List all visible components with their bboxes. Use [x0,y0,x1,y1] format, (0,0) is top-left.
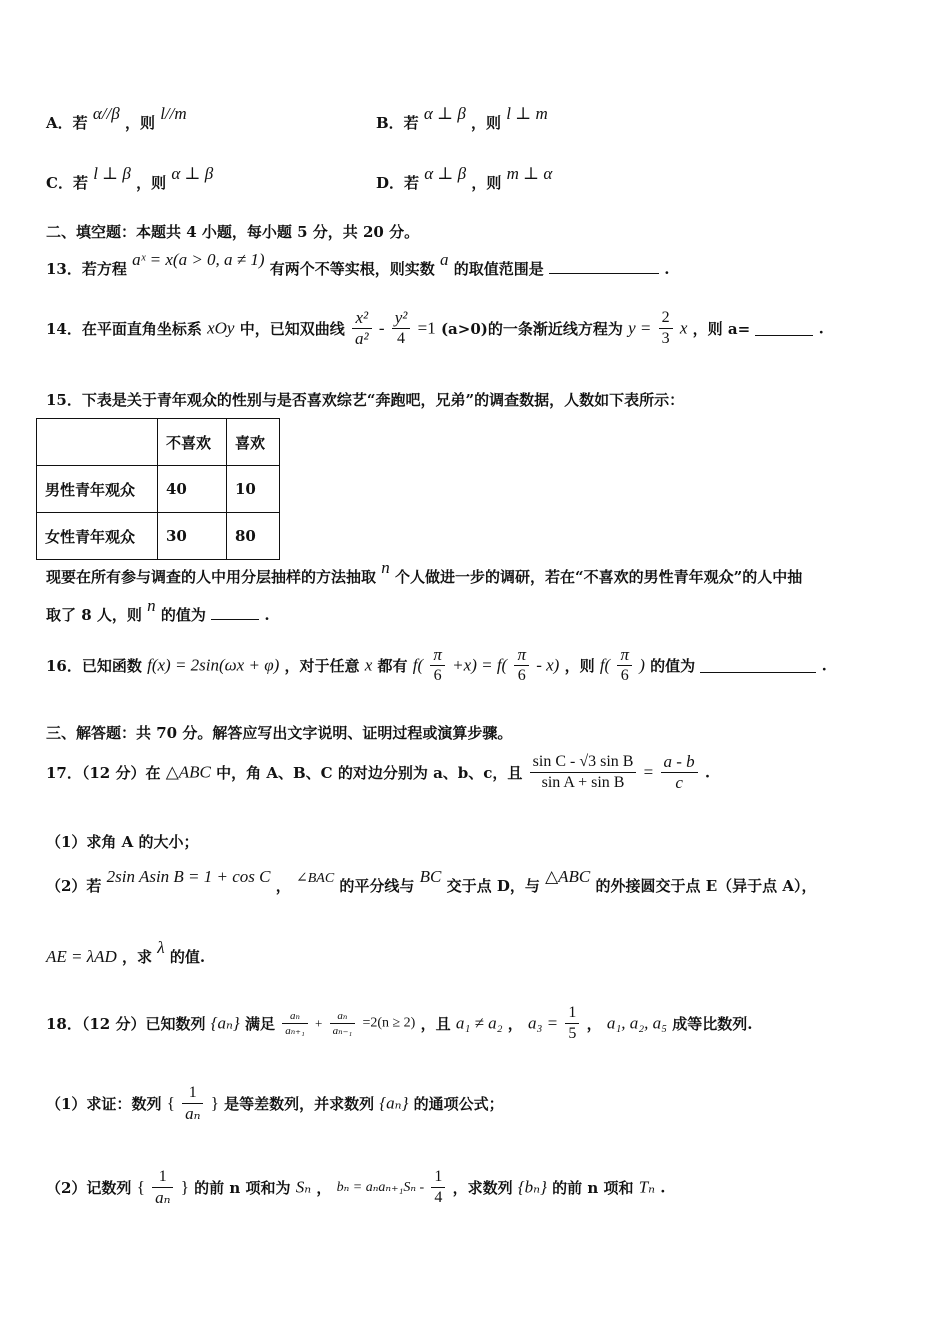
q17-p2c: 交于点 D，与 [446,877,540,895]
q15-n: n [381,558,390,577]
q16-suffix: 的值为 [650,657,696,675]
q16-fraction-3 [617,645,632,686]
q13-prefix: 13．若方程 [46,260,127,278]
table-cell: 10 [227,466,280,513]
q18-p1a: （1）求证：数列 [46,1095,162,1113]
q14-cond: (a>0)的一条渐近线方程为 [440,320,623,338]
q16-six-1: 6 [433,667,442,684]
q15-end: . [264,606,270,624]
q16-answer-blank[interactable] [700,658,816,673]
q16-pi-3: π [617,645,632,666]
q14-fraction-x [352,308,372,349]
q15-text1a: 现要在所有参与调查的人中用分层抽样的方法抽取 [46,568,377,586]
q17-p3a: ，求 [122,948,153,966]
q14-fraction-y [392,308,411,349]
q18-tn: Tₙ [638,1177,656,1197]
option-d-result: m ⊥ α [506,164,553,183]
table-cell: 男性青年观众 [37,466,158,513]
q14-coord: xOy [207,318,235,338]
q18-cond1: ，且 [420,1015,451,1033]
question-17 [46,752,710,793]
table-header-cell: 喜欢 [227,419,280,466]
option-b-then: ，则 [471,114,502,132]
q18-p1c: 的通项公式； [413,1095,504,1113]
option-c [46,164,214,193]
table-cell: 80 [227,513,280,560]
q16-mid: ，对于任意 [284,657,360,675]
q18-fraction-a3 [565,1003,579,1044]
option-c-result: α ⊥ β [171,164,214,183]
table-row [37,466,280,513]
option-b-label: B．若 [376,114,419,132]
q17-fnum: sin C - √3 sin B [530,752,637,773]
q13-end: . [664,260,670,278]
option-a-cond: α//β [92,104,120,123]
survey-table [36,418,280,560]
option-b-result: l ⊥ m [506,104,548,123]
q18-recipnum-2: 1 [152,1167,173,1188]
q17-fraction-side [661,752,698,793]
q16-func: f(x) = 2sin(ωx + φ) [147,655,280,675]
q18-p2c: ，求数列 [452,1179,513,1197]
q17-end: . [704,763,711,782]
q18-recipden-1: aₙ [185,1104,201,1123]
q18-t2num: aₙ [330,1009,356,1024]
q14-y: y = [628,318,652,338]
q17-lambda: λ [157,938,165,957]
q15-n-2: n [147,596,156,615]
q13-answer-blank[interactable] [549,259,659,274]
q18-fraction-quarter [431,1167,445,1208]
q18-t1num: aₙ [282,1009,308,1024]
q18-fraction-recip-2 [152,1167,173,1208]
q18-a3num: 1 [565,1003,579,1024]
option-a-label: A．若 [46,114,88,132]
q17-p2b: 的平分线与 [339,877,415,895]
q18-fraction-recip-1 [182,1083,203,1124]
option-b [376,104,548,133]
q18-p2b: 的前 n 项和为 [194,1179,291,1197]
q14-fraction-slope [659,308,673,349]
q18-part-1: （1）求证：数列 { $\frac{1}{\text{aₙ}}$ } 是等差数列，并求数列 {aₙ} 的通项公式； [46,1084,504,1123]
q18-t1den: aₙ₊₁ [285,1025,305,1037]
q16-fraction-2 [514,645,529,686]
q18-p2comma: ， [316,1179,332,1197]
q17-p2-comma: ， [275,877,291,895]
question-14 [46,308,824,349]
option-a-then: ，则 [124,114,155,132]
q17-p2-angle: ∠BAC [296,871,335,886]
q17-mid: 中，角 A、B、C 的对边分别为 a、b、c，且 [216,764,523,782]
table-cell: 40 [158,466,227,513]
q13-var: a [440,250,449,269]
option-c-then: ，则 [136,174,167,192]
q17-p3-eq: AE = λAD [46,947,117,966]
q13-suffix: 的取值范围是 [453,260,544,278]
q16-fraction-1 [430,645,445,686]
q14-x: x [679,318,688,338]
q16-lhs: f( [412,655,424,675]
q17-gden: c [675,773,683,792]
q17-p2-bc: BC [419,867,442,886]
option-b-cond: α ⊥ β [423,104,466,123]
q18-eq2: =2(n ≥ 2) [362,1015,416,1031]
q16-six-3: 6 [620,667,629,684]
table-cell: 女性青年观众 [37,513,158,560]
option-c-cond: l ⊥ β [93,164,131,183]
q14-suffix: ，则 a= [692,320,751,338]
q17-gnum: a - b [661,752,698,773]
q14-mid: 中，已知双曲线 [239,320,345,338]
q16-pi-1: π [430,645,445,666]
q18-bn: bₙ = aₙaₙ₊₁Sₙ - [336,1180,425,1195]
option-d-then: ，则 [471,174,502,192]
option-a-result: l//m [160,104,187,123]
q18-mid: 满足 [244,1015,275,1033]
q14-f1-num: x² [352,308,372,329]
q14-prefix: 14．在平面直角坐标系 [46,320,202,338]
q18-p1b: 是等差数列，并求数列 [224,1095,375,1113]
q16-prefix: 16．已知函数 [46,657,142,675]
q18-plus: + [315,1015,323,1031]
q18-suffix: 成等比数列. [672,1015,753,1033]
q18-sn: Sₙ [295,1177,312,1197]
q18-comma: ， [507,1015,523,1033]
q17-eq: = [643,762,654,782]
q15-text2b: 的值为 [160,606,206,624]
option-d-cond: α ⊥ β [424,164,467,183]
q15-text2a: 取了 8 人，则 [46,606,142,624]
section-2-heading: 二、填空题：本题共 4 小题，每小题 5 分，共 20 分。 [46,223,420,241]
table-header-cell: 不喜欢 [158,419,227,466]
q16-then: ，则 [564,657,595,675]
question-13 [46,250,670,279]
q18-p2d: 的前 n 项和 [552,1179,634,1197]
q14-answer-blank[interactable] [755,321,813,336]
q17-p2d: 的外接圆交于点 E（异于点 A）， [595,877,817,895]
q16-mid2: 都有 [377,657,408,675]
option-d-label: D．若 [376,174,420,192]
q16-close: ) [639,655,645,675]
q16-plusx: +x) = f( [452,655,508,675]
q18-geo: a₁, a₂, a₅ [606,1013,668,1033]
q14-minus: - [378,318,385,338]
q16-minusx: - x) [536,655,560,675]
q18-seq: {aₙ} [210,1013,240,1033]
q18-prefix: 18．（12 分）已知数列 [46,1015,206,1033]
q15-intro: 15．下表是关于青年观众的性别与是否喜欢综艺“奔跑吧，兄弟”的调查数据，人数如下表所示： [46,391,685,409]
q18-qden: 4 [434,1189,443,1206]
question-18 [46,1003,753,1044]
q17-p2-eq: 2sin Asin B = 1 + cos C [106,867,271,886]
q16-fval: f( [599,655,611,675]
q18-t2den: aₙ₋₁ [332,1025,353,1037]
q14-end: . [818,319,824,338]
q17-fraction-sin [530,752,637,793]
q17-fden: sin A + sin B [541,774,625,791]
q15-text-2 [46,596,270,625]
q18-fraction-t1 [282,1009,308,1038]
q18-a3den: 5 [568,1025,577,1042]
q16-x: x [364,655,373,675]
q18-neq: a₁ ≠ a₂ [455,1013,503,1033]
q14-eq: =1 [417,318,436,338]
q17-p2-triangle: △ABC [545,867,591,886]
q13-mid: 有两个不等实根，则实数 [269,260,435,278]
q16-pi-2: π [514,645,529,666]
option-d [376,164,553,193]
q13-equation: aˣ = x(a > 0, a ≠ 1) [132,250,265,269]
table-header-cell [37,419,158,466]
q16-six-2: 6 [517,667,526,684]
q17-p2a: （2）若 [46,877,102,895]
q18-comma2: ， [586,1015,602,1033]
q14-f1-den: a² [354,329,369,348]
q14-f2-den: 4 [397,330,406,347]
option-c-label: C．若 [46,174,88,192]
q17-prefix: 17．（12 分）在 [46,764,161,782]
q14-f2-num: y² [392,308,411,329]
q17-part-2-cont [46,938,206,967]
q15-text-1 [46,558,803,587]
table-header-row [37,419,280,466]
q18-recipden-2: aₙ [155,1188,171,1207]
q18-p1seq: {aₙ} [379,1093,409,1113]
q18-recipnum-1: 1 [182,1083,203,1104]
q14-f3-den: 3 [661,330,670,347]
question-16 [46,645,827,686]
option-a [46,104,187,133]
table-cell: 30 [158,513,227,560]
q18-p2a: （2）记数列 [46,1179,132,1197]
q17-p3b: 的值. [169,948,206,966]
q16-end: . [821,656,827,675]
q15-answer-blank[interactable] [211,605,259,620]
q18-bseq: {bₙ} [517,1177,547,1197]
q18-a3: a₃ = [527,1013,559,1033]
q18-fraction-t2 [330,1009,356,1038]
table-row [37,513,280,560]
q17-triangle: △ABC [165,762,211,782]
q17-part-1: （1）求角 A 的大小； [46,833,199,851]
q14-f3-num: 2 [659,308,673,329]
q18-part-2: （2）记数列 { $\frac{1}{\text{aₙ}}$ } 的前 n 项和为 Sₙ ， bₙ = aₙaₙ₊₁Sₙ - $\frac{1}{4}$ ，求数列 {bₙ} 的前 n 项和 Tₙ . [46,1168,666,1207]
q18-qnum: 1 [431,1167,445,1188]
section-3-heading: 三、解答题：共 70 分。解答应写出文字说明、证明过程或演算步骤。 [46,724,513,742]
q17-part-2 [46,867,817,896]
q15-text1b: 个人做进一步的调研，若在“不喜欢的男性青年观众”的人中抽 [394,568,803,586]
q18-end: . [660,1178,666,1197]
